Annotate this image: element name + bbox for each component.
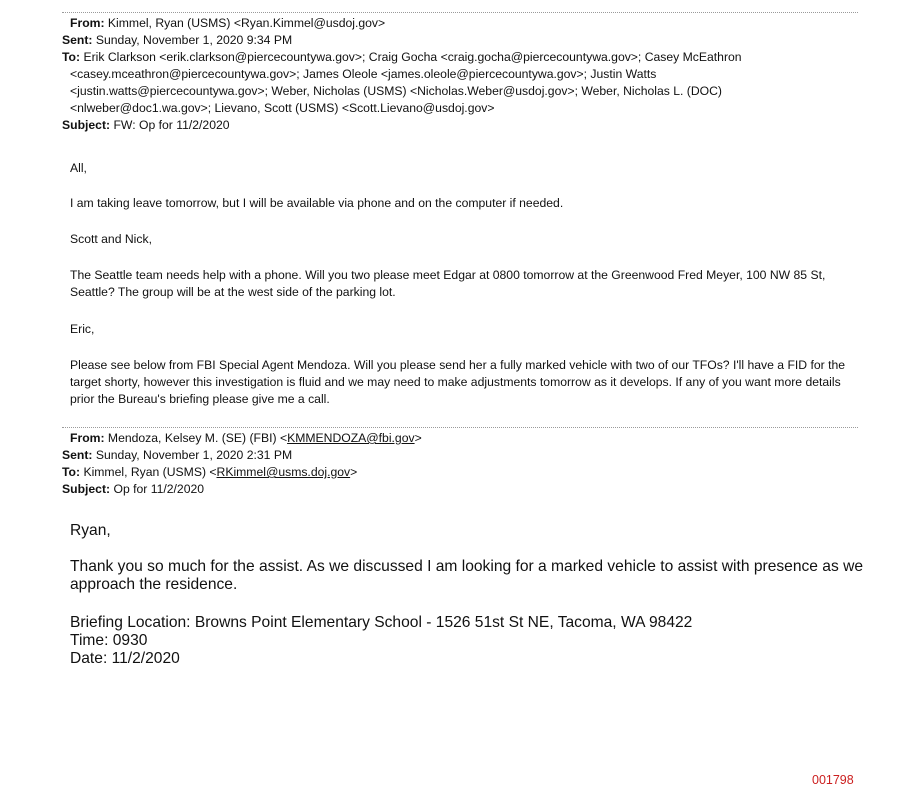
email1-salutation: Eric, xyxy=(70,322,95,336)
email2-to: To: Kimmel, Ryan (USMS) <RKimmel@usms.doj.gov> xyxy=(62,465,358,479)
email1-to-line4: <nlweber@doc1.wa.gov>; Lievano, Scott (USMS) <Scott.Lievano@usdoj.gov> xyxy=(70,101,495,115)
email2-from: From: Mendoza, Kelsey M. (SE) (FBI) <KMMENDOZA@fbi.gov> xyxy=(70,431,422,445)
email2-subject: Subject: Op for 11/2/2020 xyxy=(62,482,205,496)
briefing-date: Date: 11/2/2020 xyxy=(70,650,180,667)
email1-to: To: Erik Clarkson <erik.clarkson@piercecountywa.gov>; Craig Gocha <craig.gocha@piercecountywa.gov>; Casey McEathron xyxy=(62,50,742,64)
email1-paragraph: The Seattle team needs help with a phone. Will you two please meet Edgar at 0800 tomorrow at the Greenwood Fred Meyer, 100 NW 85 St, Seattle? The group will be at the west side of the parking lot. xyxy=(70,268,826,299)
email1-from: From: Kimmel, Ryan (USMS) <Ryan.Kimmel@usdoj.gov> xyxy=(70,16,386,30)
email1-to-line3: <justin.watts@piercecountywa.gov>; Weber, Nicholas (USMS) <Nicholas.Weber@usdoj.gov>; Weber, Nicholas L. (DOC) xyxy=(70,84,722,98)
briefing-location: Briefing Location: Browns Point Elementary School - 1526 51st St NE, Tacoma, WA 98422 xyxy=(70,614,693,631)
email1-subject: Subject: FW: Op for 11/2/2020 xyxy=(62,118,230,132)
email1-greeting: All, xyxy=(70,161,87,175)
email1-to-line2: <casey.mceathron@piercecountywa.gov>; James Oleole <james.oleole@piercecountywa.gov>; Justin Watts xyxy=(70,67,657,81)
email1-salutation: Scott and Nick, xyxy=(70,232,152,246)
email2-from-link[interactable]: KMMENDOZA@fbi.gov xyxy=(287,431,415,445)
email1-sent: Sent: Sunday, November 1, 2020 9:34 PM xyxy=(62,33,293,47)
email2-paragraph: Thank you so much for the assist. As we discussed I am looking for a marked vehicle to assist with presence as we approach the residence. xyxy=(70,558,864,593)
email1-paragraph: I am taking leave tomorrow, but I will be available via phone and on the computer if needed. xyxy=(70,196,564,210)
bates-number: 001798 xyxy=(812,773,854,787)
forward-divider xyxy=(62,427,858,428)
email2-greeting: Ryan, xyxy=(70,522,111,539)
email2-sent: Sent: Sunday, November 1, 2020 2:31 PM xyxy=(62,448,293,462)
email1-paragraph: Please see below from FBI Special Agent Mendoza. Will you please send her a fully marked vehicle with two of our TFOs? I'll have a FID for the target shorty, however this investigation is fluid and we may need to make adjustments tomorrow as it develops. If any of you want more details prior the Bureau's briefing please give me a call. xyxy=(70,358,846,406)
email2-to-link[interactable]: RKimmel@usms.doj.gov xyxy=(216,465,351,479)
header-divider xyxy=(62,12,858,13)
briefing-time: Time: 0930 xyxy=(70,632,148,649)
